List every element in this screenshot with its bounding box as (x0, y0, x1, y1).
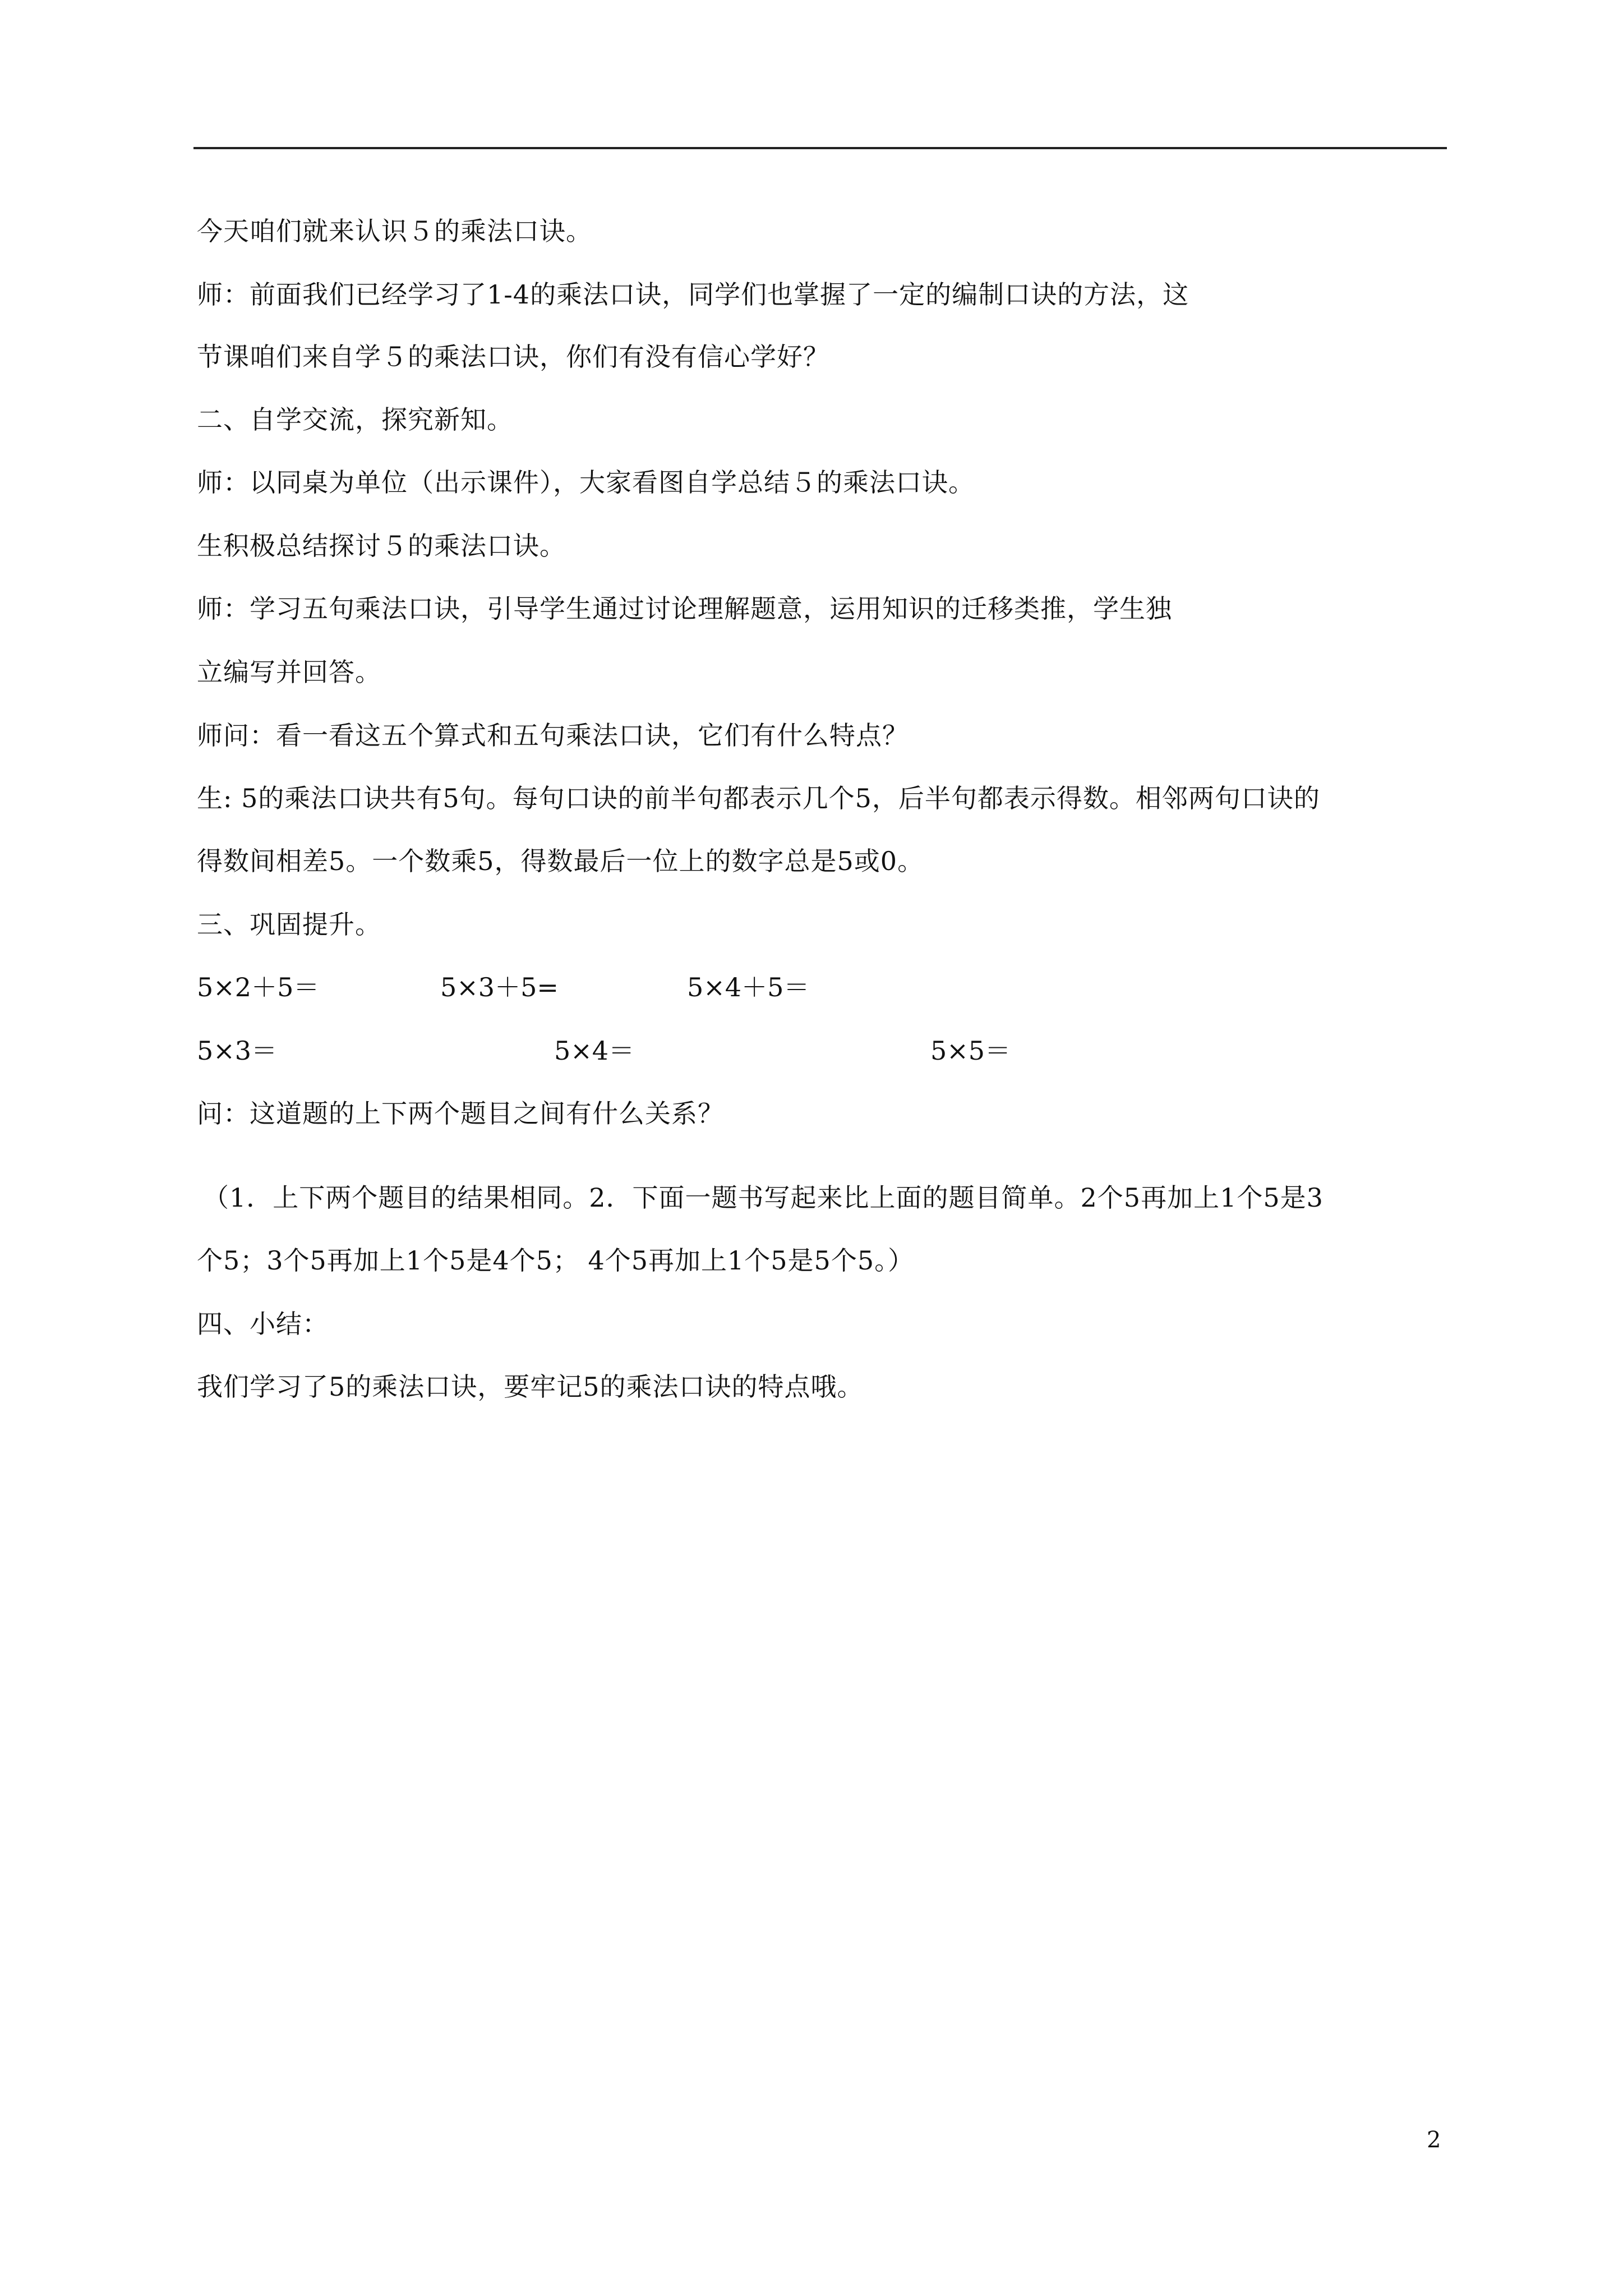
header-rule (193, 147, 1447, 149)
paragraph-teacher-question: 师问：看一看这五个算式和五句乘法口诀，它们有什么特点？ (197, 720, 909, 751)
exercise-r2-c2: 5×4＝ (554, 1036, 635, 1066)
paragraph-intro: 今天咱们就来认识５的乘法口诀。 (197, 216, 592, 246)
paragraph-answer-b: 个5；3个5再加上1个5是4个5； 4个5再加上1个5是5个5。） (197, 1245, 915, 1276)
paragraph-teacher-3b: 立编写并回答。 (197, 657, 381, 687)
paragraph-student-1: 生积极总结探讨５的乘法口诀。 (197, 531, 566, 561)
paragraph-question: 问：这道题的上下两个题目之间有什么关系？ (197, 1098, 724, 1129)
exercise-r2-c1: 5×3＝ (197, 1036, 278, 1066)
exercise-r1-c3: 5×4＋5＝ (687, 972, 810, 1002)
section-heading-3: 三、巩固提升。 (197, 909, 381, 940)
exercise-r2-c3: 5×5＝ (930, 1036, 1011, 1066)
paragraph-teacher-1b: 节课咱们来自学５的乘法口诀，你们有没有信心学好？ (197, 342, 829, 372)
section-heading-4: 四、小结： (197, 1309, 329, 1339)
paragraph-student-answer-a: 生: 5的乘法口诀共有5句。每句口诀的前半句都表示几个5，后半句都表示得数。相邻两句口诀的 (197, 783, 1320, 813)
paragraph-teacher-3a: 师：学习五句乘法口诀，引导学生通过讨论理解题意，运用知识的迁移类推，学生独 (197, 593, 1172, 624)
paragraph-teacher-1a: 师：前面我们已经学习了1-4的乘法口诀，同学们也掌握了一定的编制口诀的方法，这 (197, 279, 1189, 310)
page-number: 2 (1427, 2127, 1441, 2153)
section-heading-2: 二、自学交流，探究新知。 (197, 404, 513, 435)
paragraph-summary: 我们学习了5的乘法口诀，要牢记5的乘法口诀的特点哦。 (197, 1372, 864, 1402)
exercise-r1-c1: 5×2＋5＝ (197, 972, 320, 1002)
exercise-r1-c2: 5×3＋5= (440, 972, 559, 1002)
paragraph-answer-a: （1．上下两个题目的结果相同。2．下面一题书写起来比上面的题目简单。2个5再加上1个5是3 (203, 1182, 1324, 1213)
paragraph-teacher-2: 师：以同桌为单位（出示课件），大家看图自学总结５的乘法口诀。 (197, 467, 975, 498)
paragraph-student-answer-b: 得数间相差5。一个数乘5，得数最后一位上的数字总是5或0。 (197, 846, 924, 876)
